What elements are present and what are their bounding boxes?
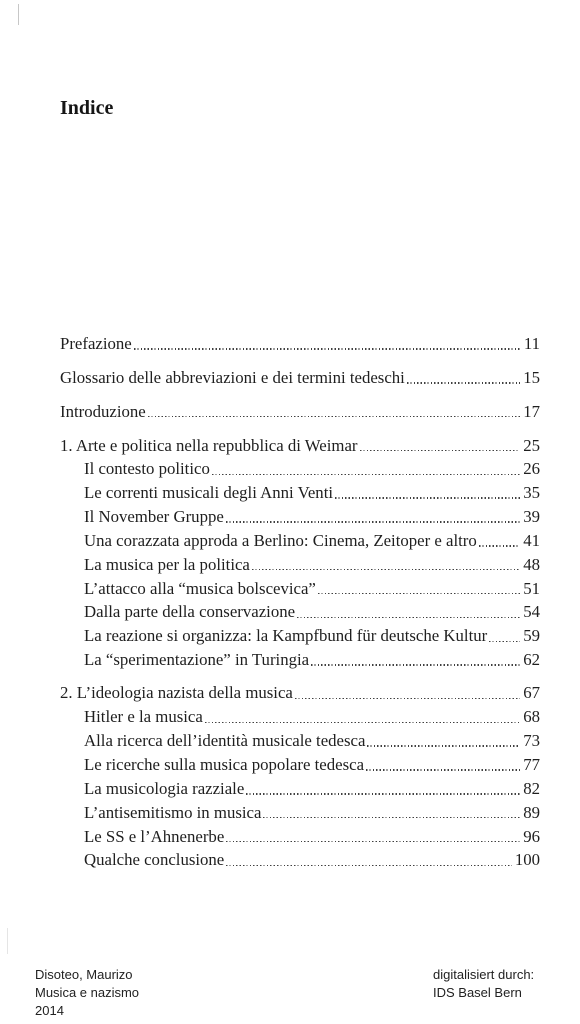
section-title: L’attacco alla “musica bolscevica” <box>84 578 316 598</box>
toc-entry-front <box>60 400 540 424</box>
toc-entry-section <box>60 848 540 872</box>
toc-entry-front <box>60 366 540 390</box>
toc-entry-section <box>60 705 540 729</box>
leader-dots <box>226 521 520 522</box>
section-title: Il November Gruppe <box>84 507 224 527</box>
digitization-info <box>433 966 534 1002</box>
toc-entry-page-number: 25 <box>523 435 540 455</box>
toc-entry-section <box>60 753 540 777</box>
toc-entry-section <box>60 777 540 801</box>
scan-artifact <box>18 4 19 25</box>
chapter-title: 2. L’ideologia nazista della musica <box>60 683 293 703</box>
digitization-institution: IDS Basel Bern <box>433 985 522 1000</box>
leader-dots <box>205 722 520 723</box>
leader-dots <box>295 698 520 699</box>
toc-entry-title: Prefazione <box>60 334 132 353</box>
toc-entry-page-number: 17 <box>523 401 540 421</box>
toc-entry-page-number: 26 <box>523 459 540 479</box>
section-title: Qualche conclusione <box>84 850 225 870</box>
leader-dots <box>212 474 520 475</box>
toc-entry-page-number: 67 <box>523 683 540 703</box>
toc-entry-page-number: 11 <box>523 334 540 353</box>
toc-entry-section <box>60 457 540 481</box>
leader-dots <box>252 569 520 570</box>
leader-dots <box>226 865 512 866</box>
leader-dots <box>226 841 520 842</box>
catalog-year: 2014 <box>35 1003 64 1018</box>
catalog-info <box>35 966 139 1020</box>
toc-entry-section <box>60 648 540 672</box>
toc-entry-page-number: 77 <box>523 755 540 774</box>
leader-dots <box>367 745 520 746</box>
leader-dots <box>366 769 520 770</box>
toc-entry-title: Introduzione <box>60 401 146 421</box>
section-title: La reazione si organizza: la Kampfbund für deutsche Kultur <box>84 626 488 646</box>
toc-entry-section <box>60 505 540 529</box>
toc-entry-page-number: 96 <box>523 826 540 846</box>
chapter-group <box>60 434 540 672</box>
leader-dots <box>318 593 520 594</box>
toc-entry-page-number: 62 <box>523 650 540 670</box>
section-title: Hitler e la musica <box>84 707 203 727</box>
toc-entry-front <box>60 332 540 356</box>
toc-entry-section <box>60 481 540 505</box>
section-title: Una corazzata approda a Berlino: Cinema, Zeitoper e altro <box>84 530 477 550</box>
toc-entry-section <box>60 600 540 624</box>
chapter-group <box>60 681 540 872</box>
toc-entry-chapter <box>60 434 540 458</box>
page-title: Indice <box>60 97 114 119</box>
catalog-book-title: Musica e nazismo <box>35 985 140 1000</box>
toc-entry-section <box>60 577 540 601</box>
toc-entry-section <box>60 729 540 753</box>
leader-dots <box>246 793 520 794</box>
toc-entry-section <box>60 825 540 849</box>
toc-entry-page-number: 68 <box>523 707 540 727</box>
leader-dots <box>263 817 520 818</box>
toc-entry-page-number: 59 <box>523 626 540 646</box>
section-title: L’antisemitismo in musica <box>84 802 262 822</box>
toc-entry-page-number: 35 <box>523 483 540 503</box>
table-of-contents <box>60 332 540 882</box>
toc-entry-page-number: 54 <box>523 602 540 622</box>
section-title: Le SS e l’Ahnenerbe <box>84 826 225 846</box>
leader-dots <box>297 617 520 618</box>
toc-entry-page-number: 100 <box>514 850 540 870</box>
toc-entry-page-number: 51 <box>523 578 540 598</box>
toc-entry-page-number: 82 <box>523 778 540 798</box>
toc-entry-section <box>60 553 540 577</box>
toc-entry-page-number: 41 <box>523 530 540 550</box>
toc-entry-section <box>60 529 540 553</box>
chapter-title: 1. Arte e politica nella repubblica di Weimar <box>60 435 358 455</box>
leader-dots <box>148 416 520 417</box>
section-title: La “sperimentazione” in Turingia <box>84 650 310 670</box>
toc-entry-chapter <box>60 681 540 705</box>
toc-entry-page-number: 15 <box>523 367 540 387</box>
toc-entry-page-number: 73 <box>523 731 540 751</box>
toc-entry-section <box>60 624 540 648</box>
leader-dots <box>479 545 520 546</box>
section-title: Le correnti musicali degli Anni Venti <box>84 483 334 503</box>
leader-dots <box>311 664 520 665</box>
toc-entry-title: Glossario delle abbreviazioni e dei termini tedeschi <box>60 367 405 387</box>
catalog-author: Disoteo, Maurizo <box>35 967 133 982</box>
section-title: Alla ricerca dell’identità musicale tedesca <box>84 731 366 751</box>
leader-dots <box>360 450 521 451</box>
section-title: La musica per la politica <box>84 554 250 574</box>
digitization-label: digitalisiert durch: <box>433 967 535 982</box>
leader-dots <box>489 641 520 642</box>
section-title: Dalla parte della conservazione <box>84 602 296 622</box>
toc-entry-page-number: 48 <box>523 554 540 574</box>
leader-dots <box>335 497 520 498</box>
scan-artifact <box>7 928 8 954</box>
section-title: Il contesto politico <box>84 459 210 479</box>
leader-dots <box>134 348 521 349</box>
toc-entry-page-number: 39 <box>523 507 540 527</box>
leader-dots <box>407 382 520 383</box>
section-title: La musicologia razziale <box>84 778 245 798</box>
section-title: Le ricerche sulla musica popolare tedesca <box>84 755 365 774</box>
toc-entry-page-number: 89 <box>523 802 540 822</box>
toc-entry-section <box>60 801 540 825</box>
